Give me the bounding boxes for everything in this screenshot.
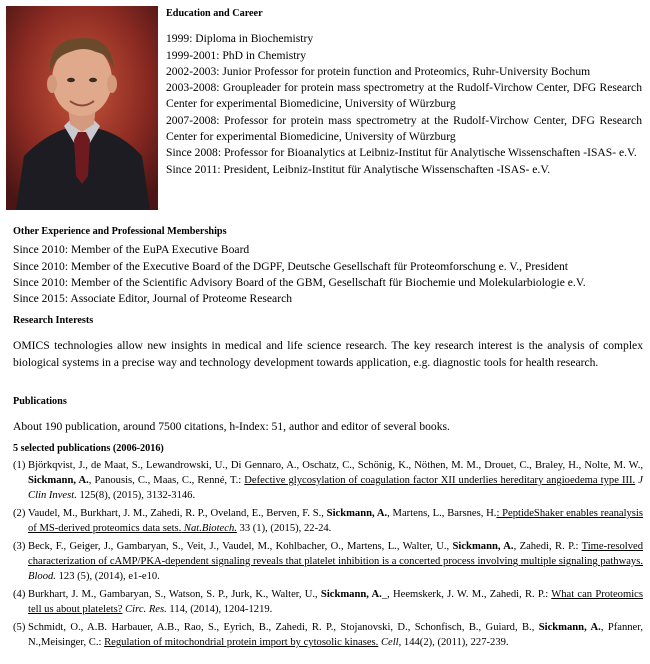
publication-item [13,458,643,503]
memberships-section [13,224,643,307]
publication-authors-rest: _, Heemskerk, J. W. M., Zahedi, R. P.: [381,589,552,600]
research-section [13,313,643,371]
education-item: 1999: Diploma in Biochemistry [166,32,314,46]
publication-highlight-author: Sickmann, A. [320,589,382,600]
publication-authors-rest: , Panousis, C., Maas, C., Renné, T.: [88,475,245,486]
publication-journal: Circ. Res. [122,604,167,615]
publication-authors-rest: , Martens, L., Barsnes, H. [387,508,497,519]
education-item: 1999-2001: PhD in Chemistry [166,48,307,62]
memberships-heading: Other Experience and Professional Memberships [13,226,227,237]
publication-authors: Björkqvist, J., de Maat, S., Lewandrowski, U., Di Gennaro, A., Oschatz, C., Schönig, K., Nöthen, M. M., Drouet, C., Braley, H., Nolte, M. W., [28,460,643,471]
education-item: 2003-2008: Groupleader for protein mass spectrometry at the Rudolf-Virchow Center, DFG Research Center for experimental Biomedicine, University of Würzburg [166,81,642,111]
publication-journal: Cell, [378,637,402,648]
portrait-photo [6,6,158,210]
membership-item: Since 2015: Associate Editor, Journal of Proteome Research [13,292,293,306]
publication-journal: Nat.Biotech. [181,523,237,534]
publication-highlight-author: Sickmann, A. [538,622,601,633]
selected-publications-heading: 5 selected publications (2006-2016) [13,443,164,454]
education-item: Since 2008: Professor for Bioanalytics at Leibniz-Institut für Analytische Wissenschaften -ISAS- e.V. [166,146,637,160]
publication-authors-rest: , Pfanner, N.,Meisinger, C.: [28,622,643,648]
publication-highlight-author: Sickmann, A. [326,508,388,519]
publications-heading: Publications [13,396,67,407]
publication-item [13,539,643,584]
publication-journal: J Clin Invest. [28,475,643,501]
publication-citation: 125(8), (2015), 3132-3146. [76,490,196,501]
publication-number: (1) [13,460,26,471]
publication-number: (5) [13,622,26,633]
education-career-section [166,6,642,178]
publication-title-link[interactable]: Time-resolved characterization of cAMP/PKA-dependent signaling reveals that platelet inhibition is a concerted process involving multiple signaling pathways. [28,541,643,567]
research-heading: Research Interests [13,315,94,326]
selected-publications-section [13,441,643,653]
publication-citation: 144(2), (2011), 227-239. [401,637,509,648]
publication-item [13,506,643,536]
publication-title-link[interactable]: What can Proteomics tell us about platelets? [28,589,643,615]
publication-title-link[interactable]: Defective glycosylation of coagulation factor XII underlies hereditary angioedema type III. [244,475,636,486]
publication-highlight-author: Sickmann, A. [28,475,89,486]
publication-authors-rest: , Zahedi, R. P.: [513,541,582,552]
membership-item: Since 2010: Member of the Scientific Advisory Board of the GBM, Gesellschaft für Biochemie und Molekularbiologie e.V. [13,275,586,289]
publication-number: (2) [13,508,26,519]
publication-authors: Schmidt, O., A.B. Harbauer, A.B., Rao, S., Eyrich, B., Zahedi, R. P., Stojanovski, D., Schonfisch, B., Guiard, B., [28,622,539,633]
publication-highlight-author: Sickmann, A. [452,541,514,552]
publication-citation: 123 (5), (2014), e1-e10. [55,571,160,582]
publications-summary: About 190 publication, around 7500 citations, h-Index: 51, author and editor of several books. [13,420,450,434]
publications-section [13,394,643,436]
publication-title-link[interactable]: : PeptideShaker enables reanalysis of MS-derived proteomics data sets. [28,508,643,534]
research-text: OMICS technologies allow new insights in medical and life science research. The key research interest is the analysis of complex biological systems in a precise way and technology development towards application, e.g. diagnostic tools for health research. [13,339,643,369]
publication-citation: 33 (1), (2015), 22-24. [236,523,332,534]
publication-journal: Blood. [28,571,56,582]
portrait-illustration [6,6,158,210]
publication-number: (4) [13,589,26,600]
education-item: 2002-2003: Junior Professor for protein function and Proteomics, Ruhr-University Bochum [166,64,591,78]
publication-authors: Vaudel, M., Burkhart, J. M., Zahedi, R. P., Oveland, E., Berven, F. S., [28,508,327,519]
publication-authors: Burkhart, J. M., Gambaryan, S., Watson, S. P., Jurk, K., Walter, U., [28,589,321,600]
education-heading: Education and Career [166,8,263,19]
education-item: Since 2011: President, Leibniz-Institut für Analytische Wissenschaften -ISAS- e.V. [166,162,551,176]
publication-citation: 114, (2014), 1204-1219. [166,604,273,615]
publication-item [13,620,643,650]
publication-authors: Beck, F., Geiger, J., Gambaryan, S., Veit, J., Vaudel, M., Kohlbacher, O., Martens, L., Walter, U., [28,541,453,552]
education-item: 2007-2008: Professor for protein mass spectrometry at the Rudolf-Virchow Center, DFG Research Center for experimental Biomedicine, University of Würzburg [166,113,642,144]
membership-item: Since 2010: Member of the EuPA Executive Board [13,243,250,257]
publication-number: (3) [13,541,26,552]
publication-title-link[interactable]: Regulation of mitochondrial protein import by cytosolic kinases. [104,637,379,648]
publication-item [13,587,643,617]
membership-item: Since 2010: Member of the Executive Board of the DGPF, Deutsche Gesellschaft für Proteomforschung e. V., President [13,259,569,273]
